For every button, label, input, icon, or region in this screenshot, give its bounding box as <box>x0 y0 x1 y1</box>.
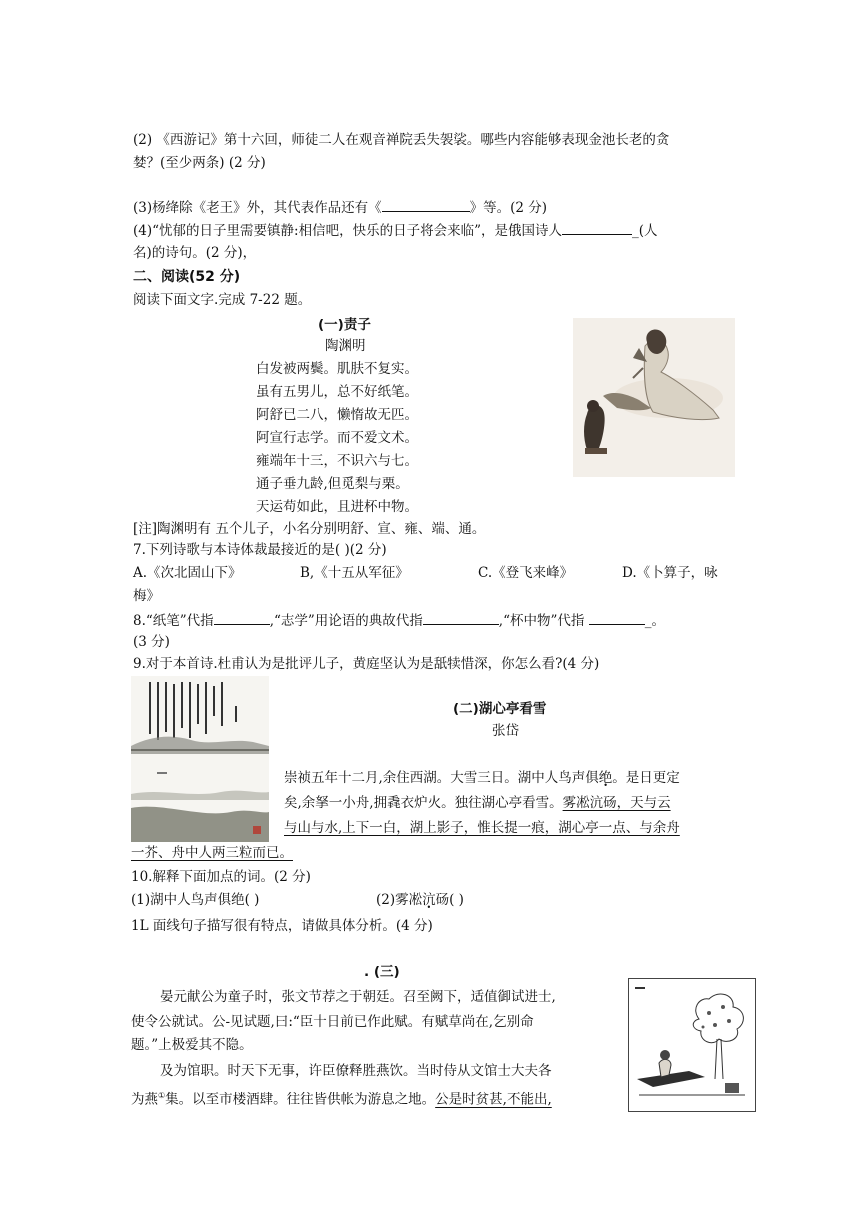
essay2-line4: 一芥、舟中人两三粒而已。 <box>131 845 293 861</box>
q8-blank-2[interactable] <box>423 611 499 625</box>
poet-painting-image <box>573 318 735 477</box>
essay2-underlined-sentence: 雾凇沆砀，天与云 <box>562 795 671 811</box>
essay3-title: . (三) <box>364 964 400 980</box>
q4-answer-blank[interactable] <box>562 221 632 235</box>
section-intro: 阅读下面文字.完成 7-22 题。 <box>133 292 312 308</box>
poem-line: 虽有五男儿，总不好纸笔。 <box>256 384 418 400</box>
essay2-line1-text-a: 崇祯五年十二月,余住西湖。大雪三日。湖中人鸟声俱 <box>284 770 599 786</box>
q10-stem: 10.解释下面加点的词。(2 分) <box>131 869 311 885</box>
essay3-p1-line3: 题。”上极爱其不隐。 <box>131 1037 253 1053</box>
q7-option-c[interactable]: C.《登飞来峰》 <box>478 565 574 581</box>
poem-line: 阿舒已二八，懒惰故无匹。 <box>256 407 418 423</box>
q7-option-d-cont: 梅》 <box>133 588 160 604</box>
essay3-p2-text-b: 集。以至市楼酒肆。往往皆供帐为游息之地。 <box>165 1091 436 1108</box>
q10-item1: (1)湖中人鸟声俱绝( ) <box>131 892 260 908</box>
poem-line: 通子垂九龄,但觅梨与栗。 <box>256 476 409 492</box>
q10-item2 <box>376 891 464 909</box>
essay2-line2 <box>284 794 671 812</box>
q3-text-after: 》等。(2 分) <box>469 200 548 216</box>
q7-stem: 7.下列诗歌与本诗体裁最接近的是( )(2 分) <box>133 542 387 558</box>
q4-text-after: _(人 <box>631 223 658 239</box>
q3-answer-blank[interactable] <box>382 198 470 212</box>
q8-text-2: ,“志学”用论语的典故代指 <box>269 613 423 629</box>
q7-option-b[interactable]: B,《十五从军征》 <box>300 565 409 581</box>
essay3-underlined-sentence: 公是时贫甚,不能出, <box>435 1091 552 1108</box>
q9-line: 9.对于本首诗.杜甫认为是批评儿子，黄庭坚认为是舐犊惜深，你怎么看?(4 分) <box>133 656 600 672</box>
essay3-p1-line1: 晏元献公为童子时，张文节荐之于朝廷。召至阙下，适值御试进士, <box>160 989 556 1005</box>
essay2-author: 张岱 <box>492 723 519 739</box>
q3-text-before: (3)杨绛除《老王》外，其代表作品还有《 <box>133 200 382 216</box>
essay2-line1 <box>284 769 680 787</box>
essay2-title: (二)湖心亭看雪 <box>453 701 547 717</box>
q3-line <box>133 198 547 217</box>
essay3-p1-line2: 使令公就试。公-见试题,曰:“臣十日前已作此赋。有赋草尚在,乞别命 <box>131 1014 534 1030</box>
essay2-line2-text: 矣,余拏一小舟,拥毳衣炉火。独往湖心亭看雪。 <box>284 795 563 811</box>
essay2-line1-text-b: 。是日更定 <box>612 770 680 786</box>
section-heading: 二、阅读(52 分) <box>133 269 241 285</box>
poem-title: (一)责子 <box>318 317 371 333</box>
essay3-p2-line1: 及为馆职。时天下无事，许臣僚释胜燕饮。当时侍从文馆士大夫各 <box>160 1063 552 1079</box>
q8-line1 <box>133 611 665 630</box>
q8-blank-3[interactable] <box>589 611 645 625</box>
essay3-p2-line2 <box>131 1087 552 1109</box>
poem-line: 白发被两鬓。肌肤不复实。 <box>256 361 418 377</box>
q4-line2: 名)的诗句。(2 分)， <box>133 245 257 261</box>
q8-text-4: _。 <box>644 613 665 629</box>
poem-author: 陶渊明 <box>325 338 366 354</box>
footnote-marker: ① <box>158 1091 166 1100</box>
q10-dotted-word: 沆 <box>422 892 436 908</box>
poem-line: 阿宣行志学。而不爱文术。 <box>256 430 418 446</box>
q8-text-3: ,“杯中物”代指 <box>498 613 585 629</box>
q10-item2-text-a: (2)雾凇 <box>376 892 423 908</box>
q10-item2-text-b: 砀( ) <box>435 892 464 908</box>
q11-line: 1L 面线句子描写很有特点，请做具体分析。(4 分) <box>131 918 433 934</box>
essay2-dotted-word: 绝 <box>598 770 613 786</box>
poem-note: [注]陶渊明有 五个儿子，小名分别明舒、宣、雍、端、通。 <box>133 521 486 537</box>
q8-text-1: 8.“纸笔”代指 <box>133 613 214 629</box>
q4-text-before: (4)“忧郁的日子里需要镇静:相信吧，快乐的日子将会来临”，是俄国诗人 <box>133 223 562 239</box>
essay3-p2-text-a: 为燕 <box>131 1091 158 1108</box>
q8-blank-1[interactable] <box>214 611 270 625</box>
poem-line: 天运苟如此，且进杯中物。 <box>256 499 418 515</box>
essay2-line3: 与山与水,上下一白，湖上影子，惟长提一痕，湖心亭一点、与余舟 <box>284 820 680 836</box>
lake-snow-painting-image <box>131 676 269 842</box>
scholar-desk-drawing-image <box>628 978 756 1112</box>
q7-option-a[interactable]: A.《次北固山下》 <box>133 565 242 581</box>
q2-line1: (2) 《西游记》第十六回，师徒二人在观音禅院丢失袈裟。哪些内容能够表现金池长老的贪 <box>133 132 670 148</box>
q4-line1 <box>133 221 658 240</box>
poem-line: 雍端年十三，不识六与七。 <box>256 453 418 469</box>
q7-option-d[interactable]: D.《卜算子，咏 <box>622 565 718 581</box>
q8-line2: (3 分) <box>133 634 170 650</box>
q2-line2: 婪？(至少两条) (2 分) <box>133 155 266 171</box>
